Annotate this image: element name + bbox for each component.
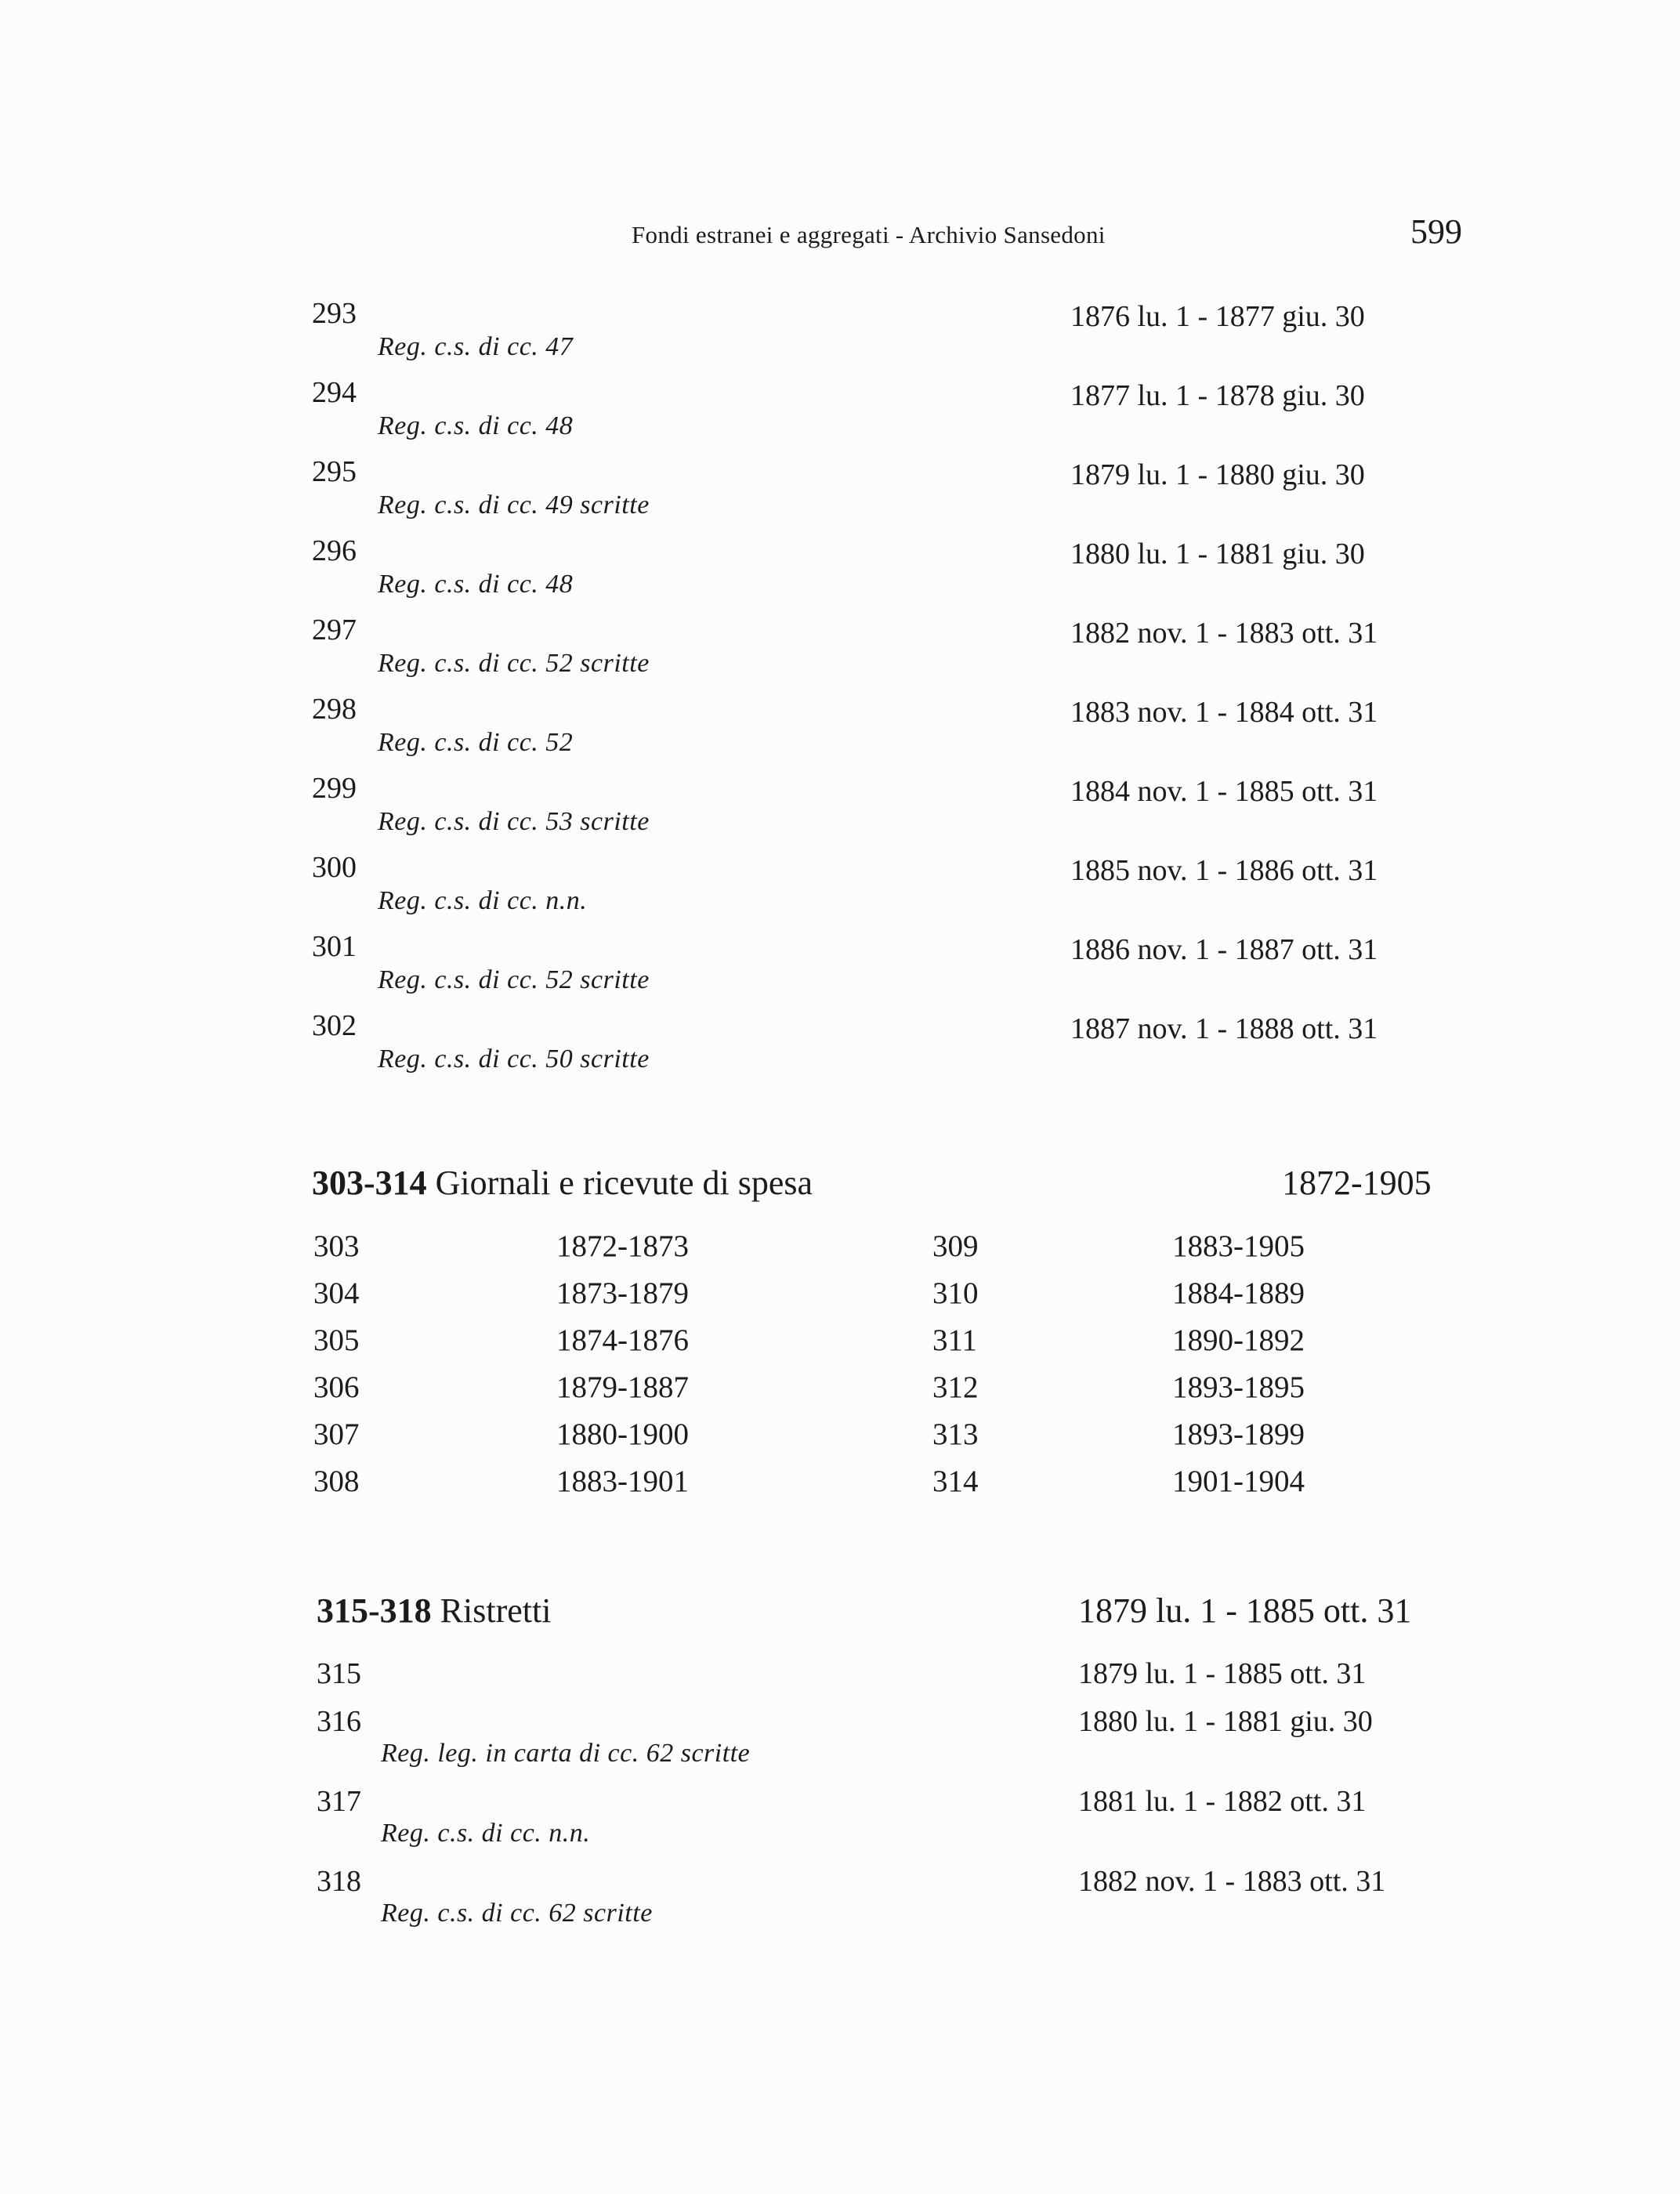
table-row [0,1276,1680,1321]
entry-number: 318 [317,1865,361,1898]
entry-date: 1884 nov. 1 - 1885 ott. 31 [1070,775,1378,808]
entry-description: Reg. c.s. di cc. 53 scritte [378,807,650,836]
running-title: Fondi estranei e aggregati - Archivio Sansedoni [632,221,1106,248]
entry-date: 1882 nov. 1 - 1883 ott. 31 [1070,617,1378,650]
list-item [0,1008,1680,1087]
item-number: 311 [932,1323,978,1357]
entry-number: 293 [312,297,357,330]
list-item [0,929,1680,1008]
entry-number: 294 [312,376,357,409]
entry-date: 1885 nov. 1 - 1886 ott. 31 [1070,854,1378,887]
entry-description: Reg. c.s. di cc. 48 [378,570,574,599]
section-code: 315-318 [317,1591,432,1630]
item-number: 306 [313,1370,360,1404]
list-item [0,1864,1680,1942]
entry-description: Reg. c.s. di cc. 49 scritte [378,491,650,520]
entry-description: Reg. c.s. di cc. 50 scritte [378,1045,650,1073]
entry-date: 1886 nov. 1 - 1887 ott. 31 [1070,933,1378,966]
list-item [0,613,1680,691]
entry-number: 301 [312,930,357,963]
item-number: 307 [313,1417,360,1451]
page-number: 599 [1410,212,1462,251]
table-row [0,1417,1680,1462]
entry-description: Reg. leg. in carta di cc. 62 scritte [381,1739,751,1768]
item-years: 1879-1887 [556,1370,689,1404]
list-item [0,454,1680,533]
entry-number: 317 [317,1785,361,1818]
entry-number: 298 [312,693,357,726]
item-number: 313 [932,1417,979,1451]
entry-date: 1880 lu. 1 - 1881 giu. 30 [1070,538,1365,570]
entry-number: 299 [312,772,357,805]
item-number: 312 [932,1370,979,1404]
entry-number: 297 [312,614,357,646]
section-heading-giornali [312,1163,813,1203]
section-title: Giornali e ricevute di spesa [435,1164,813,1202]
entry-date: 1879 lu. 1 - 1880 giu. 30 [1070,458,1365,491]
item-number: 304 [313,1276,360,1310]
list-item [0,771,1680,849]
entry-date: 1883 nov. 1 - 1884 ott. 31 [1070,696,1378,729]
item-number: 303 [313,1229,360,1263]
entry-number: 302 [312,1009,357,1042]
item-years: 1893-1895 [1172,1370,1305,1404]
list-item [0,1704,1680,1783]
entry-number: 300 [312,851,357,884]
entry-date: 1880 lu. 1 - 1881 giu. 30 [1078,1705,1373,1738]
item-years: 1893-1899 [1172,1417,1305,1451]
entry-description: Reg. c.s. di cc. 62 scritte [381,1899,653,1928]
list-item [0,534,1680,612]
list-item [0,1784,1680,1863]
entry-number: 315 [317,1657,361,1690]
item-years: 1883-1905 [1172,1229,1305,1263]
list-item [0,296,1680,375]
entry-description: Reg. c.s. di cc. 48 [378,411,574,440]
section-title: Ristretti [440,1591,552,1630]
section-code: 303-314 [312,1164,427,1202]
entry-description: Reg. c.s. di cc. 47 [378,332,574,361]
entry-description: Reg. c.s. di cc. n.n. [378,886,588,915]
table-row [0,1323,1680,1368]
item-years: 1890-1892 [1172,1323,1305,1357]
entry-description: Reg. c.s. di cc. 52 [378,728,574,757]
entry-date: 1879 lu. 1 - 1885 ott. 31 [1078,1657,1367,1690]
entry-date: 1877 lu. 1 - 1878 giu. 30 [1070,379,1365,412]
item-years: 1874-1876 [556,1323,689,1357]
item-number: 308 [313,1464,360,1498]
list-item [0,692,1680,770]
table-row [0,1229,1680,1274]
item-years: 1883-1901 [556,1464,689,1498]
item-years: 1880-1900 [556,1417,689,1451]
entry-date: 1887 nov. 1 - 1888 ott. 31 [1070,1012,1378,1045]
entry-number: 316 [317,1705,361,1738]
list-item [0,850,1680,929]
entry-date: 1876 lu. 1 - 1877 giu. 30 [1070,300,1365,333]
entry-description: Reg. c.s. di cc. 52 scritte [378,965,650,994]
item-years: 1901-1904 [1172,1464,1305,1498]
item-years: 1872-1873 [556,1229,689,1263]
entry-description: Reg. c.s. di cc. n.n. [381,1819,591,1848]
item-number: 310 [932,1276,979,1310]
item-number: 314 [932,1464,979,1498]
entry-description: Reg. c.s. di cc. 52 scritte [378,649,650,678]
item-number: 305 [313,1323,360,1357]
item-years: 1873-1879 [556,1276,689,1310]
list-item [0,375,1680,454]
table-row [0,1370,1680,1415]
entry-number: 296 [312,534,357,567]
section-range: 1879 lu. 1 - 1885 ott. 31 [1078,1591,1412,1630]
entry-date: 1882 nov. 1 - 1883 ott. 31 [1078,1865,1386,1898]
entry-date: 1881 lu. 1 - 1882 ott. 31 [1078,1785,1367,1818]
item-number: 309 [932,1229,979,1263]
entry-number: 295 [312,455,357,488]
section-heading-ristretti [317,1591,551,1631]
table-row [0,1464,1680,1509]
item-years: 1884-1889 [1172,1276,1305,1310]
section-range: 1872-1905 [1282,1164,1432,1202]
